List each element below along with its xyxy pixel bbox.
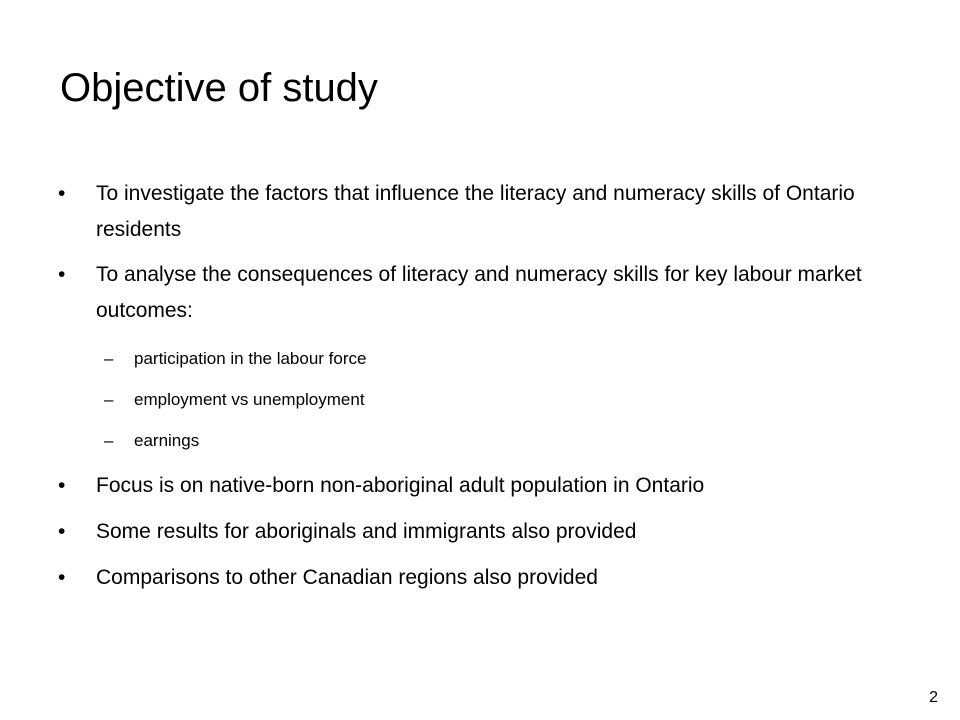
bullet-item — [0, 468, 960, 504]
sub-bullet-item — [0, 429, 960, 453]
bullet-text: To analyse the consequences of literacy and numeracy skills for key labour market outcomes: — [96, 263, 862, 322]
sub-bullet-text: earnings — [134, 431, 200, 450]
slide-title: Objective of study — [60, 66, 378, 110]
page-number: 2 — [929, 689, 938, 706]
sub-bullet-text: employment vs unemployment — [134, 390, 365, 409]
bullet-marker: • — [58, 520, 66, 543]
bullet-text: Some results for aboriginals and immigrants also provided — [96, 520, 637, 543]
bullet-item — [0, 257, 960, 329]
dash-marker: – — [104, 349, 114, 368]
sub-bullet-text: participation in the labour force — [134, 349, 367, 368]
sub-bullet-item — [0, 388, 960, 412]
bullet-text: Comparisons to other Canadian regions also provided — [96, 566, 598, 589]
bullet-marker: • — [58, 566, 66, 589]
bullet-marker: • — [58, 474, 66, 497]
bullet-marker: • — [58, 263, 66, 286]
sub-bullet-item — [0, 347, 960, 371]
bullet-list — [0, 176, 960, 605]
bullet-text: Focus is on native-born non-aboriginal adult population in Ontario — [96, 474, 705, 497]
dash-marker: – — [104, 390, 114, 409]
bullet-item — [0, 514, 960, 550]
bullet-item — [0, 560, 960, 596]
bullet-marker: • — [58, 182, 66, 205]
bullet-item — [0, 176, 960, 248]
dash-marker: – — [104, 431, 114, 450]
bullet-text: To investigate the factors that influence the literacy and numeracy skills of Ontario residents — [96, 182, 855, 241]
